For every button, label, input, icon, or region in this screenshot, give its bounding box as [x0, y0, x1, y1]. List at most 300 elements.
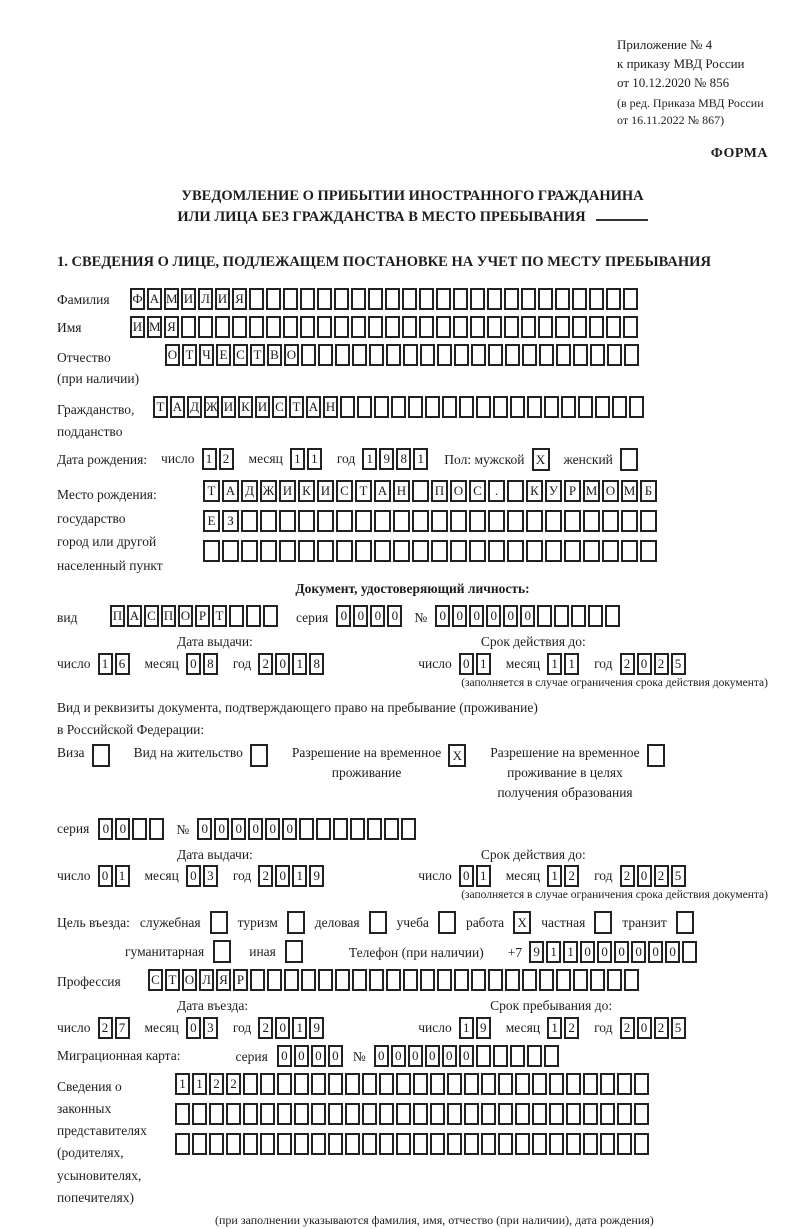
char-cell[interactable] — [505, 969, 520, 991]
char-cell[interactable] — [328, 1103, 343, 1125]
char-cell[interactable]: 0 — [265, 818, 280, 840]
char-cell[interactable]: 1 — [563, 941, 578, 963]
char-cell[interactable] — [369, 969, 384, 991]
char-cell[interactable] — [412, 540, 429, 562]
char-cell[interactable] — [470, 288, 485, 310]
char-cell[interactable]: А — [222, 480, 239, 502]
char-cell[interactable] — [266, 316, 281, 338]
char-cell[interactable] — [367, 818, 382, 840]
char-cell[interactable] — [379, 1103, 394, 1125]
char-cell[interactable] — [345, 1133, 360, 1155]
char-cell[interactable] — [369, 344, 384, 366]
char-cell[interactable] — [471, 344, 486, 366]
char-cell[interactable] — [396, 1133, 411, 1155]
char-cell[interactable] — [471, 969, 486, 991]
char-cell[interactable]: 8 — [396, 448, 411, 470]
char-cell[interactable]: 3 — [203, 865, 218, 887]
char-cell[interactable] — [222, 540, 239, 562]
char-cell[interactable]: 1 — [413, 448, 428, 470]
char-cell[interactable] — [430, 1133, 445, 1155]
char-cell[interactable] — [556, 344, 571, 366]
char-cell[interactable] — [279, 510, 296, 532]
char-cell[interactable] — [487, 316, 502, 338]
char-cell[interactable] — [505, 344, 520, 366]
char-cell[interactable] — [335, 969, 350, 991]
char-cell[interactable] — [352, 344, 367, 366]
char-cell[interactable]: 0 — [408, 1045, 423, 1067]
char-cell[interactable] — [317, 288, 332, 310]
char-cell[interactable]: И — [255, 396, 270, 418]
char-cell[interactable] — [459, 396, 474, 418]
char-cell[interactable] — [515, 1103, 530, 1125]
char-cell[interactable]: 2 — [564, 1017, 579, 1039]
char-cell[interactable]: 1 — [115, 865, 130, 887]
char-cell[interactable] — [507, 510, 524, 532]
char-cell[interactable]: Я — [232, 288, 247, 310]
char-cell[interactable] — [573, 969, 588, 991]
char-cell[interactable]: Т — [355, 480, 372, 502]
char-cell[interactable]: 0 — [231, 818, 246, 840]
char-cell[interactable] — [634, 1073, 649, 1095]
char-cell[interactable] — [300, 316, 315, 338]
char-cell[interactable] — [590, 969, 605, 991]
char-cell[interactable] — [260, 540, 277, 562]
char-cell[interactable] — [510, 396, 525, 418]
char-cell[interactable] — [243, 1133, 258, 1155]
char-cell[interactable]: 1 — [547, 653, 562, 675]
char-cell[interactable]: 0 — [197, 818, 212, 840]
char-cell[interactable] — [549, 1103, 564, 1125]
char-cell[interactable]: И — [279, 480, 296, 502]
char-cell[interactable]: 0 — [665, 941, 680, 963]
char-cell[interactable] — [464, 1073, 479, 1095]
char-cell[interactable] — [181, 316, 196, 338]
char-cell[interactable]: 2 — [620, 653, 635, 675]
char-cell[interactable]: 1 — [546, 941, 561, 963]
char-cell[interactable] — [447, 1073, 462, 1095]
char-cell[interactable]: 0 — [425, 1045, 440, 1067]
char-cell[interactable] — [396, 1073, 411, 1095]
char-cell[interactable] — [336, 540, 353, 562]
char-cell[interactable]: 0 — [469, 605, 484, 627]
char-cell[interactable]: П — [110, 605, 125, 627]
char-cell[interactable] — [403, 969, 418, 991]
char-cell[interactable] — [350, 818, 365, 840]
char-cell[interactable]: 2 — [219, 448, 234, 470]
char-cell[interactable] — [132, 818, 147, 840]
char-cell[interactable] — [600, 1133, 615, 1155]
char-cell[interactable] — [521, 288, 536, 310]
char-cell[interactable]: А — [127, 605, 142, 627]
char-cell[interactable]: 9 — [309, 865, 324, 887]
char-cell[interactable]: 1 — [175, 1073, 190, 1095]
char-cell[interactable] — [450, 540, 467, 562]
char-cell[interactable] — [454, 344, 469, 366]
char-cell[interactable]: 1 — [292, 865, 307, 887]
char-cell[interactable]: 2 — [258, 653, 273, 675]
char-cell[interactable]: Е — [216, 344, 231, 366]
char-cell[interactable] — [545, 510, 562, 532]
option-checkbox[interactable] — [676, 911, 694, 934]
char-cell[interactable]: 0 — [631, 941, 646, 963]
char-cell[interactable] — [527, 1045, 542, 1067]
char-cell[interactable] — [266, 288, 281, 310]
char-cell[interactable]: 0 — [580, 941, 595, 963]
char-cell[interactable] — [621, 540, 638, 562]
char-cell[interactable] — [555, 316, 570, 338]
char-cell[interactable]: 0 — [486, 605, 501, 627]
char-cell[interactable] — [682, 941, 697, 963]
char-cell[interactable]: 1 — [307, 448, 322, 470]
char-cell[interactable]: И — [130, 316, 145, 338]
char-cell[interactable]: 2 — [226, 1073, 241, 1095]
char-cell[interactable] — [544, 1045, 559, 1067]
char-cell[interactable] — [476, 396, 491, 418]
char-cell[interactable]: 0 — [115, 818, 130, 840]
char-cell[interactable] — [362, 1103, 377, 1125]
char-cell[interactable] — [246, 605, 261, 627]
char-cell[interactable] — [532, 1133, 547, 1155]
char-cell[interactable] — [277, 1103, 292, 1125]
option-checkbox[interactable] — [285, 940, 303, 963]
char-cell[interactable]: 2 — [258, 1017, 273, 1039]
char-cell[interactable]: 0 — [275, 653, 290, 675]
char-cell[interactable] — [249, 288, 264, 310]
char-cell[interactable]: 0 — [282, 818, 297, 840]
char-cell[interactable] — [317, 316, 332, 338]
char-cell[interactable] — [298, 510, 315, 532]
char-cell[interactable]: Я — [216, 969, 231, 991]
char-cell[interactable]: 1 — [476, 653, 491, 675]
char-cell[interactable]: 2 — [258, 865, 273, 887]
char-cell[interactable]: А — [147, 288, 162, 310]
char-cell[interactable]: О — [284, 344, 299, 366]
char-cell[interactable] — [301, 344, 316, 366]
char-cell[interactable] — [379, 1133, 394, 1155]
char-cell[interactable] — [498, 1073, 513, 1095]
char-cell[interactable]: О — [182, 969, 197, 991]
char-cell[interactable] — [402, 288, 417, 310]
char-cell[interactable] — [504, 288, 519, 310]
char-cell[interactable] — [602, 540, 619, 562]
char-cell[interactable]: 7 — [115, 1017, 130, 1039]
char-cell[interactable] — [345, 1073, 360, 1095]
char-cell[interactable] — [602, 510, 619, 532]
char-cell[interactable] — [504, 316, 519, 338]
char-cell[interactable] — [203, 540, 220, 562]
char-cell[interactable]: М — [583, 480, 600, 502]
char-cell[interactable] — [386, 969, 401, 991]
char-cell[interactable] — [532, 1103, 547, 1125]
char-cell[interactable]: 0 — [637, 865, 652, 887]
char-cell[interactable] — [532, 1073, 547, 1095]
char-cell[interactable] — [419, 316, 434, 338]
char-cell[interactable] — [328, 1073, 343, 1095]
char-cell[interactable] — [453, 316, 468, 338]
char-cell[interactable] — [493, 1045, 508, 1067]
char-cell[interactable] — [336, 510, 353, 532]
char-cell[interactable] — [549, 1133, 564, 1155]
char-cell[interactable]: З — [222, 510, 239, 532]
char-cell[interactable] — [488, 510, 505, 532]
char-cell[interactable] — [351, 316, 366, 338]
char-cell[interactable]: Н — [323, 396, 338, 418]
char-cell[interactable] — [624, 969, 639, 991]
char-cell[interactable] — [481, 1073, 496, 1095]
char-cell[interactable] — [583, 1103, 598, 1125]
sex-male-checkbox[interactable]: X — [532, 448, 550, 471]
char-cell[interactable] — [425, 396, 440, 418]
char-cell[interactable]: 2 — [654, 865, 669, 887]
char-cell[interactable]: Р — [195, 605, 210, 627]
char-cell[interactable] — [229, 605, 244, 627]
char-cell[interactable]: 0 — [370, 605, 385, 627]
char-cell[interactable] — [311, 1103, 326, 1125]
char-cell[interactable] — [374, 510, 391, 532]
char-cell[interactable]: 0 — [294, 1045, 309, 1067]
char-cell[interactable]: С — [233, 344, 248, 366]
char-cell[interactable] — [469, 510, 486, 532]
option-checkbox[interactable] — [594, 911, 612, 934]
char-cell[interactable] — [385, 316, 400, 338]
char-cell[interactable]: И — [181, 288, 196, 310]
char-cell[interactable]: 5 — [671, 653, 686, 675]
char-cell[interactable]: Ф — [130, 288, 145, 310]
char-cell[interactable]: О — [178, 605, 193, 627]
char-cell[interactable]: 0 — [637, 1017, 652, 1039]
char-cell[interactable] — [538, 288, 553, 310]
char-cell[interactable]: И — [317, 480, 334, 502]
char-cell[interactable] — [311, 1133, 326, 1155]
char-cell[interactable] — [333, 818, 348, 840]
char-cell[interactable] — [556, 969, 571, 991]
char-cell[interactable]: 9 — [309, 1017, 324, 1039]
char-cell[interactable] — [617, 1073, 632, 1095]
char-cell[interactable] — [284, 969, 299, 991]
char-cell[interactable] — [355, 540, 372, 562]
char-cell[interactable] — [640, 510, 657, 532]
char-cell[interactable]: 9 — [476, 1017, 491, 1039]
char-cell[interactable]: П — [161, 605, 176, 627]
char-cell[interactable]: Т — [289, 396, 304, 418]
char-cell[interactable] — [564, 510, 581, 532]
char-cell[interactable] — [393, 540, 410, 562]
char-cell[interactable] — [260, 1133, 275, 1155]
char-cell[interactable] — [294, 1133, 309, 1155]
char-cell[interactable]: 0 — [435, 605, 450, 627]
char-cell[interactable]: 0 — [277, 1045, 292, 1067]
char-cell[interactable]: М — [621, 480, 638, 502]
char-cell[interactable] — [334, 288, 349, 310]
char-cell[interactable] — [488, 344, 503, 366]
char-cell[interactable] — [413, 1073, 428, 1095]
char-cell[interactable]: Т — [153, 396, 168, 418]
char-cell[interactable] — [430, 1073, 445, 1095]
char-cell[interactable] — [357, 396, 372, 418]
sex-female-checkbox[interactable] — [620, 448, 638, 471]
char-cell[interactable]: 1 — [547, 865, 562, 887]
char-cell[interactable]: К — [238, 396, 253, 418]
char-cell[interactable]: 0 — [275, 1017, 290, 1039]
char-cell[interactable] — [396, 1103, 411, 1125]
char-cell[interactable] — [600, 1103, 615, 1125]
char-cell[interactable] — [537, 605, 552, 627]
char-cell[interactable] — [413, 1103, 428, 1125]
char-cell[interactable]: 0 — [275, 865, 290, 887]
char-cell[interactable] — [606, 288, 621, 310]
char-cell[interactable] — [384, 818, 399, 840]
char-cell[interactable]: О — [602, 480, 619, 502]
char-cell[interactable] — [566, 1073, 581, 1095]
char-cell[interactable] — [215, 316, 230, 338]
char-cell[interactable]: Т — [250, 344, 265, 366]
option-checkbox[interactable] — [647, 744, 665, 767]
char-cell[interactable]: 1 — [476, 865, 491, 887]
char-cell[interactable] — [209, 1133, 224, 1155]
char-cell[interactable] — [555, 288, 570, 310]
char-cell[interactable]: О — [165, 344, 180, 366]
char-cell[interactable]: К — [298, 480, 315, 502]
char-cell[interactable] — [481, 1103, 496, 1125]
char-cell[interactable] — [294, 1073, 309, 1095]
char-cell[interactable] — [561, 396, 576, 418]
char-cell[interactable]: О — [450, 480, 467, 502]
char-cell[interactable]: 0 — [503, 605, 518, 627]
char-cell[interactable] — [464, 1103, 479, 1125]
char-cell[interactable] — [374, 396, 389, 418]
char-cell[interactable] — [521, 316, 536, 338]
option-checkbox[interactable] — [210, 911, 228, 934]
char-cell[interactable] — [590, 344, 605, 366]
char-cell[interactable]: Ч — [199, 344, 214, 366]
char-cell[interactable] — [263, 605, 278, 627]
char-cell[interactable] — [617, 1103, 632, 1125]
char-cell[interactable]: 2 — [209, 1073, 224, 1095]
char-cell[interactable] — [436, 288, 451, 310]
char-cell[interactable] — [623, 288, 638, 310]
char-cell[interactable] — [510, 1045, 525, 1067]
char-cell[interactable] — [355, 510, 372, 532]
char-cell[interactable] — [588, 605, 603, 627]
char-cell[interactable] — [447, 1133, 462, 1155]
char-cell[interactable] — [362, 1073, 377, 1095]
char-cell[interactable]: М — [147, 316, 162, 338]
char-cell[interactable] — [192, 1133, 207, 1155]
char-cell[interactable]: 2 — [654, 653, 669, 675]
char-cell[interactable] — [301, 969, 316, 991]
char-cell[interactable] — [612, 396, 627, 418]
char-cell[interactable]: 1 — [98, 653, 113, 675]
char-cell[interactable] — [298, 540, 315, 562]
char-cell[interactable] — [634, 1133, 649, 1155]
char-cell[interactable]: Я — [164, 316, 179, 338]
char-cell[interactable]: А — [170, 396, 185, 418]
char-cell[interactable]: 9 — [379, 448, 394, 470]
char-cell[interactable]: И — [221, 396, 236, 418]
char-cell[interactable] — [412, 480, 429, 502]
char-cell[interactable]: Р — [564, 480, 581, 502]
char-cell[interactable] — [300, 288, 315, 310]
char-cell[interactable] — [352, 969, 367, 991]
char-cell[interactable] — [566, 1103, 581, 1125]
char-cell[interactable] — [624, 344, 639, 366]
option-checkbox[interactable] — [287, 911, 305, 934]
char-cell[interactable]: С — [144, 605, 159, 627]
char-cell[interactable] — [299, 818, 314, 840]
char-cell[interactable] — [564, 540, 581, 562]
char-cell[interactable]: С — [148, 969, 163, 991]
char-cell[interactable]: 0 — [336, 605, 351, 627]
char-cell[interactable] — [566, 1133, 581, 1155]
char-cell[interactable] — [493, 396, 508, 418]
char-cell[interactable] — [571, 605, 586, 627]
char-cell[interactable]: 0 — [328, 1045, 343, 1067]
char-cell[interactable] — [442, 396, 457, 418]
char-cell[interactable]: 0 — [311, 1045, 326, 1067]
char-cell[interactable]: 0 — [186, 1017, 201, 1039]
char-cell[interactable]: Т — [165, 969, 180, 991]
char-cell[interactable]: Л — [199, 969, 214, 991]
char-cell[interactable] — [368, 288, 383, 310]
option-checkbox[interactable] — [438, 911, 456, 934]
char-cell[interactable] — [447, 1103, 462, 1125]
char-cell[interactable]: 0 — [248, 818, 263, 840]
char-cell[interactable] — [267, 969, 282, 991]
char-cell[interactable]: 0 — [387, 605, 402, 627]
char-cell[interactable] — [412, 510, 429, 532]
char-cell[interactable] — [545, 540, 562, 562]
char-cell[interactable] — [522, 344, 537, 366]
char-cell[interactable] — [515, 1133, 530, 1155]
char-cell[interactable]: М — [164, 288, 179, 310]
char-cell[interactable] — [385, 288, 400, 310]
char-cell[interactable]: 8 — [309, 653, 324, 675]
char-cell[interactable]: Н — [393, 480, 410, 502]
char-cell[interactable]: 0 — [459, 865, 474, 887]
char-cell[interactable]: . — [488, 480, 505, 502]
char-cell[interactable] — [241, 510, 258, 532]
char-cell[interactable] — [583, 1073, 598, 1095]
char-cell[interactable] — [583, 540, 600, 562]
char-cell[interactable]: 3 — [203, 1017, 218, 1039]
char-cell[interactable] — [175, 1103, 190, 1125]
char-cell[interactable] — [583, 510, 600, 532]
char-cell[interactable] — [572, 288, 587, 310]
char-cell[interactable] — [578, 396, 593, 418]
char-cell[interactable] — [498, 1103, 513, 1125]
char-cell[interactable]: 0 — [648, 941, 663, 963]
char-cell[interactable]: 0 — [353, 605, 368, 627]
char-cell[interactable] — [243, 1103, 258, 1125]
char-cell[interactable]: 0 — [637, 653, 652, 675]
char-cell[interactable]: Б — [640, 480, 657, 502]
char-cell[interactable] — [554, 605, 569, 627]
char-cell[interactable] — [226, 1103, 241, 1125]
char-cell[interactable]: 1 — [290, 448, 305, 470]
char-cell[interactable]: 1 — [362, 448, 377, 470]
char-cell[interactable] — [522, 969, 537, 991]
char-cell[interactable] — [629, 396, 644, 418]
char-cell[interactable] — [226, 1133, 241, 1155]
char-cell[interactable] — [374, 540, 391, 562]
char-cell[interactable] — [403, 344, 418, 366]
char-cell[interactable]: А — [306, 396, 321, 418]
char-cell[interactable]: Ж — [260, 480, 277, 502]
char-cell[interactable]: 2 — [98, 1017, 113, 1039]
char-cell[interactable] — [481, 1133, 496, 1155]
char-cell[interactable] — [607, 344, 622, 366]
char-cell[interactable] — [606, 316, 621, 338]
